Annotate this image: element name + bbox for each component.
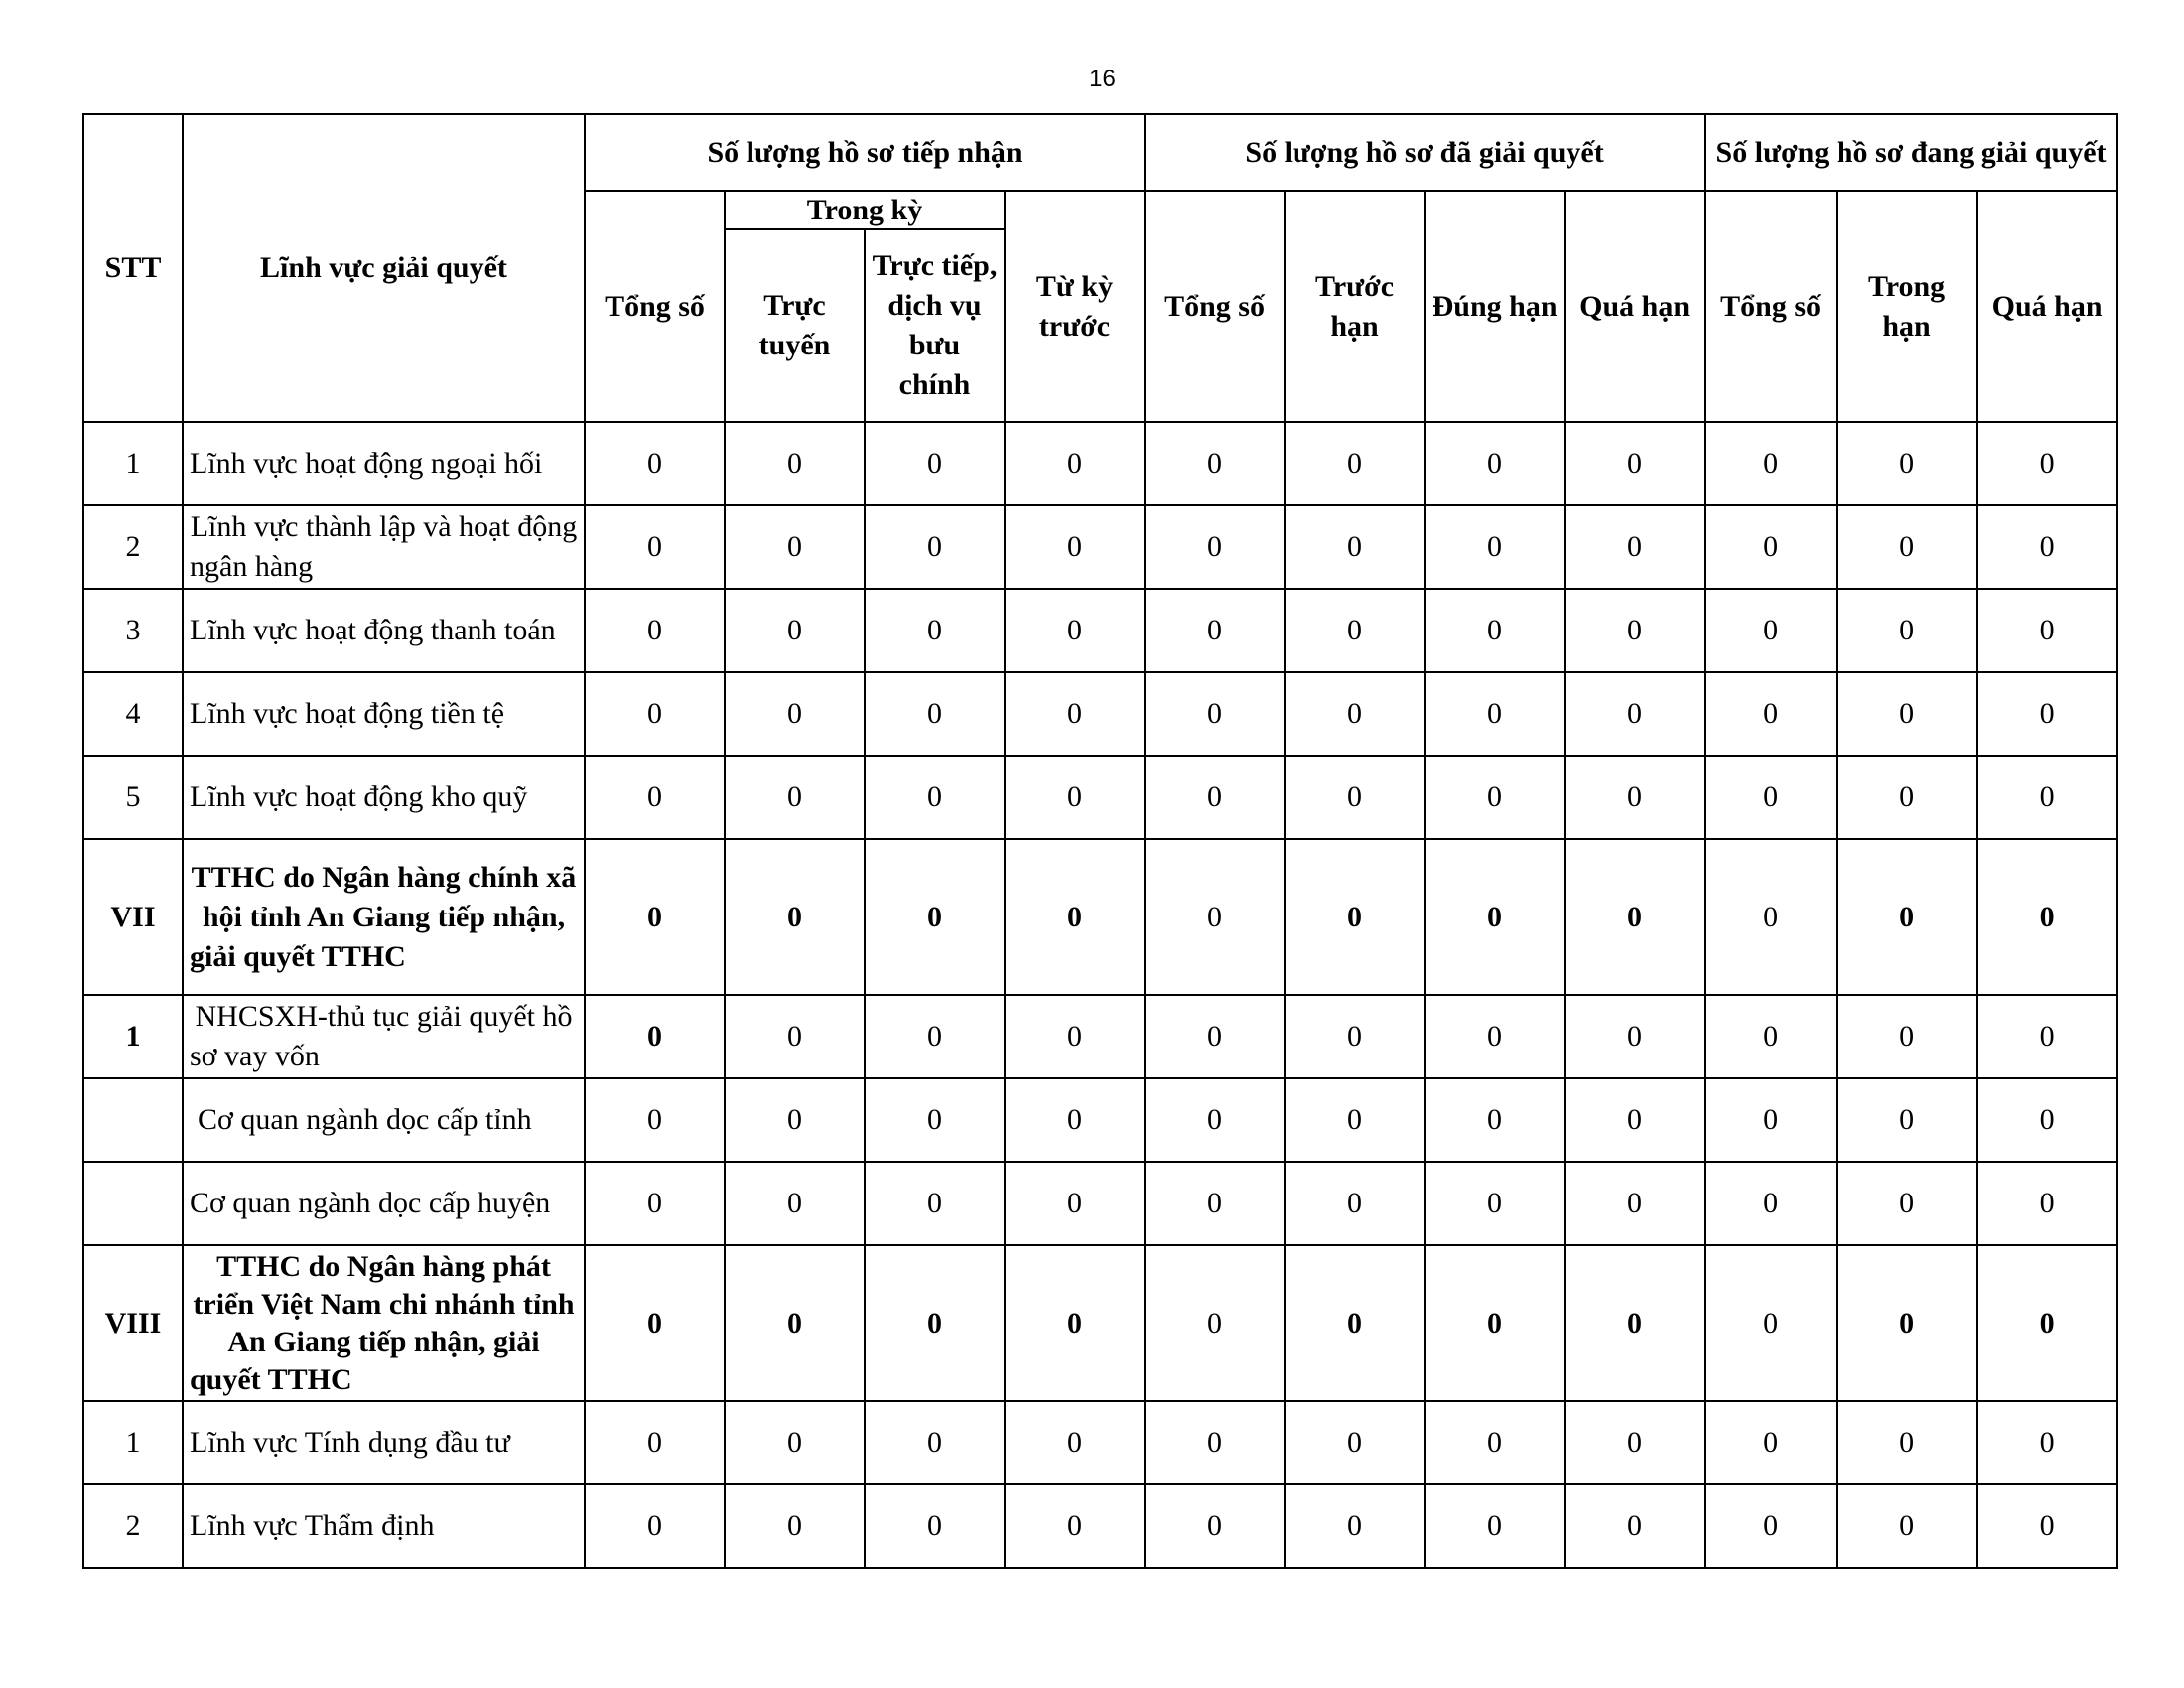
row-stt: VIII xyxy=(83,1245,183,1401)
cell-value: 0 xyxy=(1977,422,2117,505)
row-field-name: Lĩnh vực hoạt động ngoại hối xyxy=(183,422,585,505)
cell-value: 0 xyxy=(1425,1162,1565,1245)
cell-value: 0 xyxy=(1837,1245,1977,1401)
row-stt: 1 xyxy=(83,1401,183,1484)
cell-value: 0 xyxy=(725,1162,865,1245)
cell-value: 0 xyxy=(1285,1162,1425,1245)
table-row xyxy=(83,756,2117,839)
cell-value: 0 xyxy=(865,589,1005,672)
row-field-name: Lĩnh vực hoạt động tiền tệ xyxy=(183,672,585,756)
cell-value: 0 xyxy=(1005,1078,1145,1162)
cell-value: 0 xyxy=(1977,1245,2117,1401)
row-field-name: Lĩnh vực Thẩm định xyxy=(183,1484,585,1568)
header-res-ontime: Đúng hạn xyxy=(1425,191,1565,422)
cell-value: 0 xyxy=(1977,1162,2117,1245)
cell-value: 0 xyxy=(1705,1245,1837,1401)
cell-value: 0 xyxy=(1565,1484,1705,1568)
cell-value: 0 xyxy=(1705,1078,1837,1162)
cell-value: 0 xyxy=(1005,422,1145,505)
cell-value: 0 xyxy=(725,589,865,672)
cell-value: 0 xyxy=(1565,422,1705,505)
cell-value: 0 xyxy=(1565,1162,1705,1245)
row-stt: 3 xyxy=(83,589,183,672)
cell-value: 0 xyxy=(1145,756,1285,839)
cell-value: 0 xyxy=(1565,839,1705,995)
cell-value: 0 xyxy=(725,756,865,839)
cell-value: 0 xyxy=(1977,1078,2117,1162)
header-stt: STT xyxy=(83,114,183,422)
cell-value: 0 xyxy=(1285,422,1425,505)
section-row xyxy=(83,1245,2117,1401)
row-stt: 1 xyxy=(83,422,183,505)
cell-value: 0 xyxy=(1977,1484,2117,1568)
cell-value: 0 xyxy=(585,1484,725,1568)
cell-value: 0 xyxy=(1837,422,1977,505)
cell-value: 0 xyxy=(1285,589,1425,672)
cell-value: 0 xyxy=(1565,756,1705,839)
row-field-name: Cơ quan ngành dọc cấp huyện xyxy=(183,1162,585,1245)
row-field-name: TTHC do Ngân hàng chính xã hội tỉnh An Giang tiếp nhận, giải quyết TTHC xyxy=(183,839,585,995)
cell-value: 0 xyxy=(1565,1401,1705,1484)
cell-value: 0 xyxy=(1705,1484,1837,1568)
cell-value: 0 xyxy=(1285,1401,1425,1484)
report-table xyxy=(82,113,2118,1569)
cell-value: 0 xyxy=(1425,1484,1565,1568)
cell-value: 0 xyxy=(585,505,725,589)
row-stt: 4 xyxy=(83,672,183,756)
row-stt: 2 xyxy=(83,1484,183,1568)
table-row xyxy=(83,995,2117,1078)
cell-value: 0 xyxy=(725,672,865,756)
header-group-pending: Số lượng hồ sơ đang giải quyết xyxy=(1705,114,2117,191)
cell-value: 0 xyxy=(1425,756,1565,839)
cell-value: 0 xyxy=(1425,589,1565,672)
row-field-name: Lĩnh vực Tính dụng đầu tư xyxy=(183,1401,585,1484)
cell-value: 0 xyxy=(725,505,865,589)
cell-value: 0 xyxy=(1837,1078,1977,1162)
cell-value: 0 xyxy=(1425,1401,1565,1484)
cell-value: 0 xyxy=(1837,505,1977,589)
cell-value: 0 xyxy=(1837,839,1977,995)
row-stt: 1 xyxy=(83,995,183,1078)
cell-value: 0 xyxy=(1285,756,1425,839)
cell-value: 0 xyxy=(1005,1401,1145,1484)
cell-value: 0 xyxy=(1977,995,2117,1078)
cell-value: 0 xyxy=(585,672,725,756)
cell-value: 0 xyxy=(1837,1484,1977,1568)
row-field-name: Cơ quan ngành dọc cấp tỉnh xyxy=(183,1078,585,1162)
cell-value: 0 xyxy=(865,672,1005,756)
cell-value: 0 xyxy=(1565,995,1705,1078)
cell-value: 0 xyxy=(1425,995,1565,1078)
cell-value: 0 xyxy=(1425,839,1565,995)
row-stt: VII xyxy=(83,839,183,995)
cell-value: 0 xyxy=(1145,505,1285,589)
cell-value: 0 xyxy=(1705,422,1837,505)
cell-value: 0 xyxy=(585,756,725,839)
row-field-name: Lĩnh vực hoạt động kho quỹ xyxy=(183,756,585,839)
table-row xyxy=(83,1078,2117,1162)
cell-value: 0 xyxy=(865,839,1005,995)
table-row xyxy=(83,1162,2117,1245)
cell-value: 0 xyxy=(1145,1401,1285,1484)
cell-value: 0 xyxy=(1977,1401,2117,1484)
cell-value: 0 xyxy=(725,1401,865,1484)
cell-value: 0 xyxy=(725,839,865,995)
cell-value: 0 xyxy=(1425,422,1565,505)
cell-value: 0 xyxy=(1145,589,1285,672)
page-number: 16 xyxy=(1089,66,1116,92)
row-field-name: TTHC do Ngân hàng phát triển Việt Nam chi nhánh tỉnh An Giang tiếp nhận, giải quyết TTHC xyxy=(183,1245,585,1401)
cell-value: 0 xyxy=(865,1245,1005,1401)
cell-value: 0 xyxy=(1285,672,1425,756)
cell-value: 0 xyxy=(1285,995,1425,1078)
cell-value: 0 xyxy=(1705,995,1837,1078)
cell-value: 0 xyxy=(1005,839,1145,995)
cell-value: 0 xyxy=(1977,756,2117,839)
table-row xyxy=(83,1401,2117,1484)
cell-value: 0 xyxy=(1005,1484,1145,1568)
cell-value: 0 xyxy=(1705,505,1837,589)
cell-value: 0 xyxy=(1837,995,1977,1078)
cell-value: 0 xyxy=(1977,505,2117,589)
cell-value: 0 xyxy=(1145,1245,1285,1401)
table-row xyxy=(83,505,2117,589)
cell-value: 0 xyxy=(865,756,1005,839)
cell-value: 0 xyxy=(1005,1162,1145,1245)
header-res-total: Tổng số xyxy=(1145,191,1285,422)
section-row xyxy=(83,839,2117,995)
header-rec-direct: Trực tiếp, dịch vụ bưu chính xyxy=(865,229,1005,422)
cell-value: 0 xyxy=(1705,589,1837,672)
cell-value: 0 xyxy=(1145,422,1285,505)
row-stt: 2 xyxy=(83,505,183,589)
cell-value: 0 xyxy=(1565,1245,1705,1401)
cell-value: 0 xyxy=(1837,1401,1977,1484)
cell-value: 0 xyxy=(585,995,725,1078)
cell-value: 0 xyxy=(1005,995,1145,1078)
cell-value: 0 xyxy=(725,422,865,505)
cell-value: 0 xyxy=(1977,839,2117,995)
cell-value: 0 xyxy=(725,995,865,1078)
cell-value: 0 xyxy=(1285,839,1425,995)
cell-value: 0 xyxy=(1285,1245,1425,1401)
row-field-name: NHCSXH-thủ tục giải quyết hồ sơ vay vốn xyxy=(183,995,585,1078)
row-stt: 5 xyxy=(83,756,183,839)
cell-value: 0 xyxy=(865,1401,1005,1484)
cell-value: 0 xyxy=(1705,839,1837,995)
cell-value: 0 xyxy=(1285,1484,1425,1568)
table-row xyxy=(83,1484,2117,1568)
table-row xyxy=(83,589,2117,672)
cell-value: 0 xyxy=(1565,672,1705,756)
header-res-late: Quá hạn xyxy=(1565,191,1705,422)
cell-value: 0 xyxy=(1005,672,1145,756)
header-pen-total: Tổng số xyxy=(1705,191,1837,422)
cell-value: 0 xyxy=(865,1484,1005,1568)
cell-value: 0 xyxy=(585,1162,725,1245)
cell-value: 0 xyxy=(1705,1401,1837,1484)
cell-value: 0 xyxy=(1145,995,1285,1078)
cell-value: 0 xyxy=(1145,1078,1285,1162)
cell-value: 0 xyxy=(1145,839,1285,995)
cell-value: 0 xyxy=(1705,756,1837,839)
header-in-period: Trong kỳ xyxy=(725,191,1005,229)
row-field-name: Lĩnh vực thành lập và hoạt động ngân hàng xyxy=(183,505,585,589)
header-group-resolved: Số lượng hồ sơ đã giải quyết xyxy=(1145,114,1705,191)
cell-value: 0 xyxy=(865,1162,1005,1245)
cell-value: 0 xyxy=(585,422,725,505)
cell-value: 0 xyxy=(1285,505,1425,589)
header-group-received: Số lượng hồ sơ tiếp nhận xyxy=(585,114,1145,191)
cell-value: 0 xyxy=(1005,505,1145,589)
cell-value: 0 xyxy=(1565,505,1705,589)
header-res-early: Trước hạn xyxy=(1285,191,1425,422)
cell-value: 0 xyxy=(865,422,1005,505)
table-row xyxy=(83,422,2117,505)
cell-value: 0 xyxy=(1837,589,1977,672)
row-field-name: Lĩnh vực hoạt động thanh toán xyxy=(183,589,585,672)
cell-value: 0 xyxy=(1145,672,1285,756)
cell-value: 0 xyxy=(1425,1078,1565,1162)
cell-value: 0 xyxy=(1977,672,2117,756)
header-field: Lĩnh vực giải quyết xyxy=(183,114,585,422)
cell-value: 0 xyxy=(1425,672,1565,756)
cell-value: 0 xyxy=(1837,672,1977,756)
cell-value: 0 xyxy=(585,1245,725,1401)
table-row xyxy=(83,672,2117,756)
cell-value: 0 xyxy=(1977,589,2117,672)
cell-value: 0 xyxy=(725,1078,865,1162)
cell-value: 0 xyxy=(865,505,1005,589)
cell-value: 0 xyxy=(865,1078,1005,1162)
cell-value: 0 xyxy=(585,1078,725,1162)
cell-value: 0 xyxy=(725,1484,865,1568)
cell-value: 0 xyxy=(725,1245,865,1401)
cell-value: 0 xyxy=(1285,1078,1425,1162)
cell-value: 0 xyxy=(585,839,725,995)
cell-value: 0 xyxy=(1565,589,1705,672)
cell-value: 0 xyxy=(585,589,725,672)
header-pen-within: Trong hạn xyxy=(1837,191,1977,422)
table-body xyxy=(83,422,2117,1568)
header-rec-online: Trực tuyến xyxy=(725,229,865,422)
row-stt xyxy=(83,1162,183,1245)
row-stt xyxy=(83,1078,183,1162)
cell-value: 0 xyxy=(1145,1484,1285,1568)
cell-value: 0 xyxy=(1705,672,1837,756)
cell-value: 0 xyxy=(1005,589,1145,672)
cell-value: 0 xyxy=(1837,756,1977,839)
cell-value: 0 xyxy=(1425,1245,1565,1401)
cell-value: 0 xyxy=(1005,1245,1145,1401)
header-rec-total: Tổng số xyxy=(585,191,725,422)
header-rec-prev: Từ kỳ trước xyxy=(1005,191,1145,422)
cell-value: 0 xyxy=(1005,756,1145,839)
cell-value: 0 xyxy=(1145,1162,1285,1245)
cell-value: 0 xyxy=(1837,1162,1977,1245)
cell-value: 0 xyxy=(1425,505,1565,589)
cell-value: 0 xyxy=(865,995,1005,1078)
cell-value: 0 xyxy=(585,1401,725,1484)
cell-value: 0 xyxy=(1705,1162,1837,1245)
cell-value: 0 xyxy=(1565,1078,1705,1162)
header-pen-late: Quá hạn xyxy=(1977,191,2117,422)
